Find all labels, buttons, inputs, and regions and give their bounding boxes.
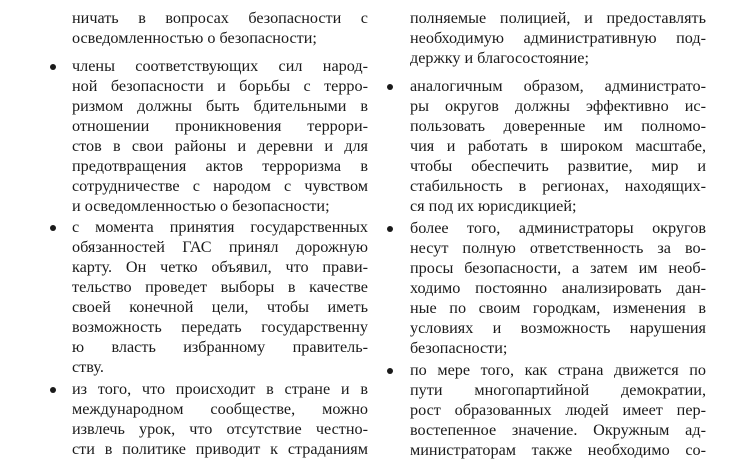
text-line: члены соответствующих сил народ- <box>72 57 368 75</box>
text-line: из того, что происходит в стране и в <box>72 380 368 398</box>
text-line: востепенное значение. Окружным ад- <box>410 421 706 439</box>
bullet-icon <box>50 387 56 393</box>
text-line: несут полную ответственность за во- <box>410 239 706 257</box>
text-line: просы безопасности, а затем им необ- <box>410 259 706 277</box>
text-line: обязанностей ГАС принял дорожную <box>72 238 368 256</box>
text-line: чтобы обеспечить развитие, мир и <box>410 157 706 175</box>
text-line: рост образованных людей имеет пер- <box>410 401 706 419</box>
text-line: более того, администраторы округов <box>410 219 706 237</box>
text-line: пути многопартийной демократии, <box>410 381 706 399</box>
text-line: полняемые полицией, и предоставлять <box>410 9 706 27</box>
text-line: своей конечной цели, чтобы иметь <box>72 298 368 316</box>
text-line: безопасности; <box>410 339 508 357</box>
text-line: международном сообществе, можно <box>72 400 368 418</box>
text-line: сотрудничестве с народом с чувством <box>72 177 368 195</box>
text-line: пользовать доверенные им полномо- <box>410 117 706 135</box>
bullet-icon <box>50 64 56 70</box>
text-line: ные по своим городкам, изменения в <box>410 299 706 317</box>
text-line: сти в политике приводит к страданиям <box>72 440 368 458</box>
text-line: ничать в вопросах безопасности с <box>72 9 368 27</box>
bullet-icon <box>50 225 56 231</box>
bullet-icon <box>387 226 393 232</box>
text-line: по мере того, как страна движется по <box>410 361 706 379</box>
text-line: возможность передать государственну <box>72 318 368 336</box>
text-line: необходимую административную под- <box>410 29 706 47</box>
text-line: предотвращения актов терроризма в <box>72 157 368 175</box>
text-line: ю власть избранному правитель- <box>72 338 368 356</box>
bullet-icon <box>387 368 393 374</box>
text-line: осведомленностью о безопасности; <box>72 29 317 47</box>
text-line: ры округов должны эффективно ис- <box>410 97 706 115</box>
text-line: ству. <box>72 358 104 376</box>
text-line: ходимо постоянно анализировать дан- <box>410 279 706 297</box>
text-line: тельство проведет выборы в качестве <box>72 278 368 296</box>
text-line: ся под их юрисдикцией; <box>410 197 577 215</box>
text-line: ризмом должны быть бдительными в <box>72 97 368 115</box>
text-line: аналогичным образом, администрато- <box>410 77 706 95</box>
text-line: и осведомленностью о безопасности; <box>72 197 330 215</box>
text-line: карту. Он четко объявил, что прави- <box>72 258 368 276</box>
text-line: стов в свои районы и деревни и для <box>72 137 368 155</box>
text-line: с момента принятия государственных <box>72 218 368 236</box>
text-line: стабильность в регионах, находящих- <box>410 177 706 195</box>
text-line: чия и работать в широком масштабе, <box>410 137 706 155</box>
bullet-icon <box>387 84 393 90</box>
text-line: отношении проникновения террори- <box>72 117 368 135</box>
text-line: министраторам также необходимо со- <box>410 441 706 459</box>
text-line: держку и благосостояние; <box>410 49 589 67</box>
text-line: извлечь урок, что отсутствие честно- <box>72 420 368 438</box>
text-line: ной безопасности и борьбы с терро- <box>72 77 368 95</box>
text-line: условиях и возможность нарушения <box>410 319 706 337</box>
